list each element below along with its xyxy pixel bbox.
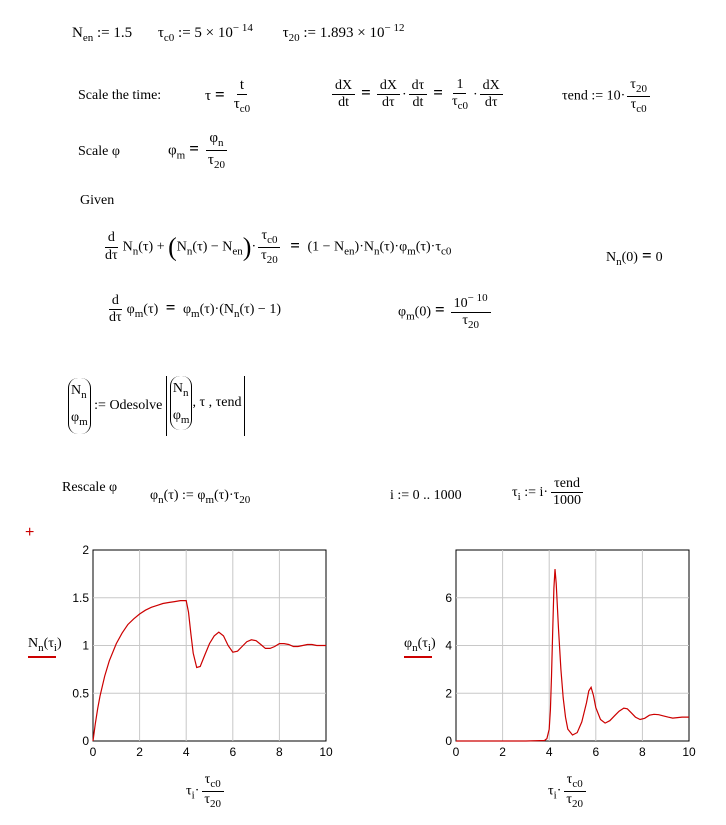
scale-time-label: Scale the time:	[78, 88, 162, 103]
nn-ylabel-main: N	[28, 636, 39, 651]
ti-num: τend	[551, 476, 583, 493]
tend-lhs: τend :=	[562, 88, 604, 104]
nen-sub: en	[232, 245, 243, 258]
tau-symbol: τ	[205, 88, 212, 105]
tc0-subscript: c0	[163, 32, 175, 44]
rhs-m: m	[407, 245, 416, 258]
d: d	[105, 230, 118, 247]
phi-sub: m	[134, 308, 144, 321]
nn: N	[122, 239, 133, 255]
init-val: 0	[655, 250, 663, 265]
tc0-den: τ	[451, 94, 458, 110]
minus: −	[210, 239, 219, 255]
frac-num: t	[237, 77, 247, 95]
init-frac	[451, 292, 491, 332]
tc0: τ	[261, 228, 268, 243]
rhs-arg: (τ)·(N	[199, 302, 234, 318]
arg-nn: N	[172, 380, 183, 396]
plot-phin-ylabel	[404, 636, 436, 658]
given-label: Given	[80, 193, 115, 208]
plus-marker[interactable]: +	[25, 524, 35, 541]
rhs-end: (τ)·τ	[415, 239, 441, 255]
init-den-sub: 20	[467, 319, 479, 332]
x-tick-label: 0	[452, 745, 460, 759]
rhs-en: en	[344, 245, 355, 258]
tc0-den-sub: c0	[457, 100, 468, 113]
ti-den: 1000	[553, 493, 582, 509]
t-over-tc0	[231, 77, 253, 116]
y-tick-label: 0	[445, 734, 452, 748]
plot-nn-ticks	[72, 543, 333, 759]
tend-den: τ	[630, 96, 637, 112]
scale-phi-label: Scale φ	[78, 144, 120, 159]
nn-sub: n	[132, 245, 139, 258]
y-tick-label: 2	[445, 686, 452, 701]
vec-nn: N	[71, 382, 82, 398]
tend-num: τ	[630, 77, 636, 92]
phi-m: φ	[168, 142, 177, 159]
dt: dt	[338, 95, 349, 111]
phin-xlabel-main: τ	[548, 783, 554, 799]
phin-curve	[456, 569, 689, 741]
nn-ylabel-arg: (τ	[43, 636, 54, 651]
tau-arg: (τ)	[138, 239, 154, 255]
vec-phi: φ	[71, 409, 80, 425]
t20: τ	[261, 247, 267, 263]
x-tick-label: 6	[229, 745, 237, 759]
plot-phin-ticks	[445, 591, 696, 759]
tc0-value: := 5 × 10	[178, 25, 233, 41]
t20-symbol: τ	[282, 25, 289, 41]
dtau3: dτ	[484, 95, 498, 111]
x-tick-label: 4	[545, 745, 553, 759]
phin-xlabel-frac	[563, 772, 586, 811]
phin-ylabel-sub: n	[412, 642, 418, 654]
rhs-n2: n	[233, 308, 240, 321]
x-tick-label: 6	[592, 745, 600, 759]
phi-initial-condition[interactable]: $\varphi_m(0)$ = $\frac{10^{- 10}}{\tau_{20}}$	[398, 292, 493, 332]
y-tick-label: 1	[82, 638, 89, 653]
y-tick-label: 1.5	[72, 590, 89, 605]
dtau2: dτ	[409, 78, 428, 95]
nn-initial-condition[interactable]: $N_n(0) = 0$	[606, 246, 663, 268]
init-num: 10	[453, 296, 468, 311]
phin-xlabel-den: τ	[566, 791, 573, 807]
nn2: N	[176, 239, 187, 255]
ti-sub: i	[517, 491, 521, 504]
rescale-lhs-sub: n	[158, 494, 164, 506]
nn-ylabel-end: )	[56, 636, 62, 651]
phin-ylabel-arg: (τ	[417, 636, 428, 651]
nen-symbol: N	[72, 25, 83, 41]
plot-phin-grid	[456, 550, 689, 741]
odesolve-statement[interactable]	[68, 376, 245, 436]
phi2-sub: m	[191, 308, 200, 321]
phi2: φ	[182, 302, 192, 318]
definitions-row	[72, 22, 404, 44]
nn-xlabel-sub: i	[191, 789, 195, 802]
dtau: dτ	[382, 95, 395, 111]
t20-sub: 20	[266, 253, 278, 266]
t20-subscript: 20	[288, 32, 300, 44]
arg-vector	[170, 376, 193, 430]
frac-den: τ	[233, 96, 240, 113]
x-tick-label: 10	[319, 745, 333, 759]
rescale-lhs: φ	[150, 488, 159, 503]
y-tick-label: 0	[82, 734, 89, 748]
phin-xlabel-sub: i	[553, 789, 557, 802]
rescale-lhs-arg: (τ) :=	[163, 488, 194, 503]
paren-close: )	[242, 232, 252, 262]
phin-legend-line	[404, 656, 432, 658]
paren-open: (	[168, 232, 177, 262]
phin-xlabel-den-sub: 20	[572, 797, 584, 810]
init-den: τ	[462, 313, 468, 329]
nn-xlabel-den-sub: 20	[210, 797, 222, 810]
lhs-vector	[68, 378, 91, 434]
t20-den: τ	[207, 151, 214, 168]
tend-definition[interactable]	[562, 77, 652, 116]
rhs-phi: (τ)·φ	[379, 239, 408, 255]
phin-ylabel-arg-sub: i	[427, 642, 431, 654]
dx: dX	[332, 78, 355, 95]
tc0-exponent: − 14	[232, 22, 253, 34]
ti-frac	[550, 476, 584, 510]
nn-legend-line	[28, 656, 56, 658]
nn-xlabel-frac	[201, 772, 224, 811]
nn2-sub: n	[186, 245, 193, 258]
rhs-start: (1 − N	[307, 239, 345, 255]
init-num-exp: − 10	[467, 292, 488, 304]
tc0-definition[interactable]	[157, 22, 257, 44]
x-tick-label: 8	[639, 745, 646, 759]
dt2: dt	[412, 95, 424, 111]
d2: d	[109, 293, 122, 310]
nen-value: := 1.5	[96, 25, 133, 41]
dtau-dt	[409, 78, 428, 112]
derivative-chain[interactable]: $\frac{dX}{dt}$ = $\frac{dX}{d\tau}$ · $\frac{d\tau}{dt}$ = $\frac{1}{\tau_{c0}}$ · $\frac{dX}{d\tau}$	[330, 77, 505, 113]
phi: φ	[126, 302, 135, 318]
init-rest: (0)	[621, 250, 638, 265]
nn-xlabel-den: τ	[204, 791, 211, 807]
nn-ylabel-sub: n	[38, 642, 44, 654]
phin-xlabel-num: τ	[566, 772, 573, 787]
rhs-n: n	[373, 245, 380, 258]
x-tick-label: 8	[276, 745, 283, 759]
tc0-over-t20	[258, 228, 281, 267]
phi-n-sub: n	[218, 137, 224, 149]
vec-phi-sub: m	[79, 415, 88, 428]
rescale-rhs-arg: (τ)·τ	[214, 488, 240, 503]
arg-nn-sub: n	[182, 386, 189, 399]
ti-assign: := i·	[524, 485, 549, 501]
x-tick-label: 4	[182, 745, 190, 759]
dtau: dτ	[105, 247, 118, 263]
t20-value: := 1.893 × 10	[303, 25, 385, 41]
nn-ylabel-arg-sub: i	[53, 642, 57, 654]
nen: N	[222, 239, 233, 255]
frac-den-sub: c0	[239, 103, 251, 116]
plot-nn-xlabel: $\tau_i\cdot$ $\frac{\tau_{c0}}{\tau_{20}}$	[186, 772, 226, 811]
dx-dtau	[377, 78, 400, 112]
init-phi: φ	[398, 304, 407, 320]
init-n-sub: n	[616, 256, 622, 268]
one-over-tc0	[449, 77, 471, 113]
tend-coef: 10·	[606, 88, 626, 104]
rescale-rhs-sub: m	[205, 494, 214, 506]
rhs-c0: c0	[440, 245, 452, 258]
odesolve-args	[166, 376, 246, 436]
d-dtau-2	[106, 293, 125, 327]
ti-lhs: τ	[512, 485, 518, 501]
arg-phi: φ	[172, 407, 181, 423]
tend-den-sub: c0	[636, 102, 647, 115]
y-tick-label: 6	[445, 590, 452, 605]
plot-phin-xlabel: $\tau_i\cdot$ $\frac{\tau_{c0}}{\tau_{20}}$	[548, 772, 588, 811]
d-dtau	[102, 230, 121, 264]
tend-num-sub: 20	[635, 83, 647, 95]
tau-arg2: (τ)	[192, 239, 208, 255]
plus: +	[156, 239, 165, 255]
phi-n: φ	[209, 130, 219, 146]
x-tick-label: 2	[499, 745, 506, 759]
phi-m-sub: m	[176, 149, 186, 162]
ode-phi-equation[interactable]: $\frac{d}{d\tau}$ $\varphi_m(\tau) = \varphi_m(\tau)\cdot(N_n(\tau) - 1)$	[104, 293, 281, 327]
plot-nn-ylabel	[28, 636, 62, 658]
dx2: dX	[377, 78, 400, 95]
lhs-arg: (τ)	[143, 302, 159, 318]
rhs-mid: )·N	[354, 239, 374, 255]
phi-n-over-t20	[205, 130, 228, 172]
nen-definition[interactable]	[72, 25, 136, 44]
dx-dt	[332, 78, 355, 112]
vec-nn-sub: n	[81, 388, 87, 401]
phin-ylabel-end: )	[430, 636, 436, 651]
init-phi-arg: (0)	[414, 304, 431, 320]
t20-exponent: − 12	[384, 22, 405, 34]
ode-nn-equation[interactable]: $\frac{d}{d\tau}$ $N_n(\tau) + (N_n(\tau) - N_{en})\cdot$ $\frac{\tau_{c0}}{\tau_{20}}$ = $(1 - N_{en})\cdot N_n(\tau)\cdot\varphi_m(\tau)\cdot\tau_{c0}$	[100, 228, 451, 267]
plot-nn[interactable]	[0, 540, 360, 825]
plot-phin[interactable]	[360, 540, 726, 825]
phi-m-definition[interactable]: $\varphi_m$ = $\frac{\varphi_n}{\tau_{20}}$	[168, 130, 230, 172]
nn-xlabel-main: τ	[186, 783, 192, 799]
arg-phi-sub: m	[180, 413, 190, 426]
x-tick-label: 2	[136, 745, 143, 759]
init-phi-sub: m	[406, 310, 415, 323]
odesolve-args-text: , τ , τend	[192, 395, 242, 411]
rescale-label: Rescale φ	[62, 480, 118, 495]
t20-den-sub: 20	[213, 158, 225, 171]
tau-definition[interactable]: τ = $\frac{t}{\tau_{c0}}$	[205, 77, 255, 116]
nn-xlabel-num-sub: c0	[210, 778, 221, 790]
y-tick-label: 0.5	[72, 686, 89, 701]
rhs-tail: (τ) − 1)	[239, 302, 281, 318]
tend-frac	[627, 77, 650, 116]
dx3: dX	[480, 78, 503, 95]
rescale-rhs: φ	[197, 488, 206, 503]
tc0-symbol: τ	[157, 25, 164, 41]
range-definition[interactable]: i := 0 .. 1000	[390, 488, 462, 503]
tau-i-definition[interactable]	[512, 476, 586, 510]
y-tick-label: 4	[445, 638, 452, 653]
phin-xlabel-num-sub: c0	[572, 778, 583, 790]
dtau2: dτ	[109, 310, 122, 326]
nen-subscript: en	[82, 32, 94, 44]
x-tick-label: 10	[682, 745, 696, 759]
rescale-rhs-sub2: 20	[239, 494, 251, 506]
y-tick-label: 2	[82, 543, 89, 557]
tc0-sub: c0	[267, 234, 278, 246]
t20-definition[interactable]	[282, 22, 405, 44]
nn-xlabel-num: τ	[204, 772, 211, 787]
init-n: N	[606, 250, 617, 265]
odesolve-assign: := Odesolve	[94, 398, 163, 414]
dx-dtau-2	[480, 78, 503, 112]
one: 1	[453, 77, 466, 94]
x-tick-label: 0	[89, 745, 97, 759]
phin-ylabel-main: φ	[404, 636, 413, 651]
phi-n-definition[interactable]	[150, 488, 250, 506]
nn-curve	[93, 601, 326, 741]
